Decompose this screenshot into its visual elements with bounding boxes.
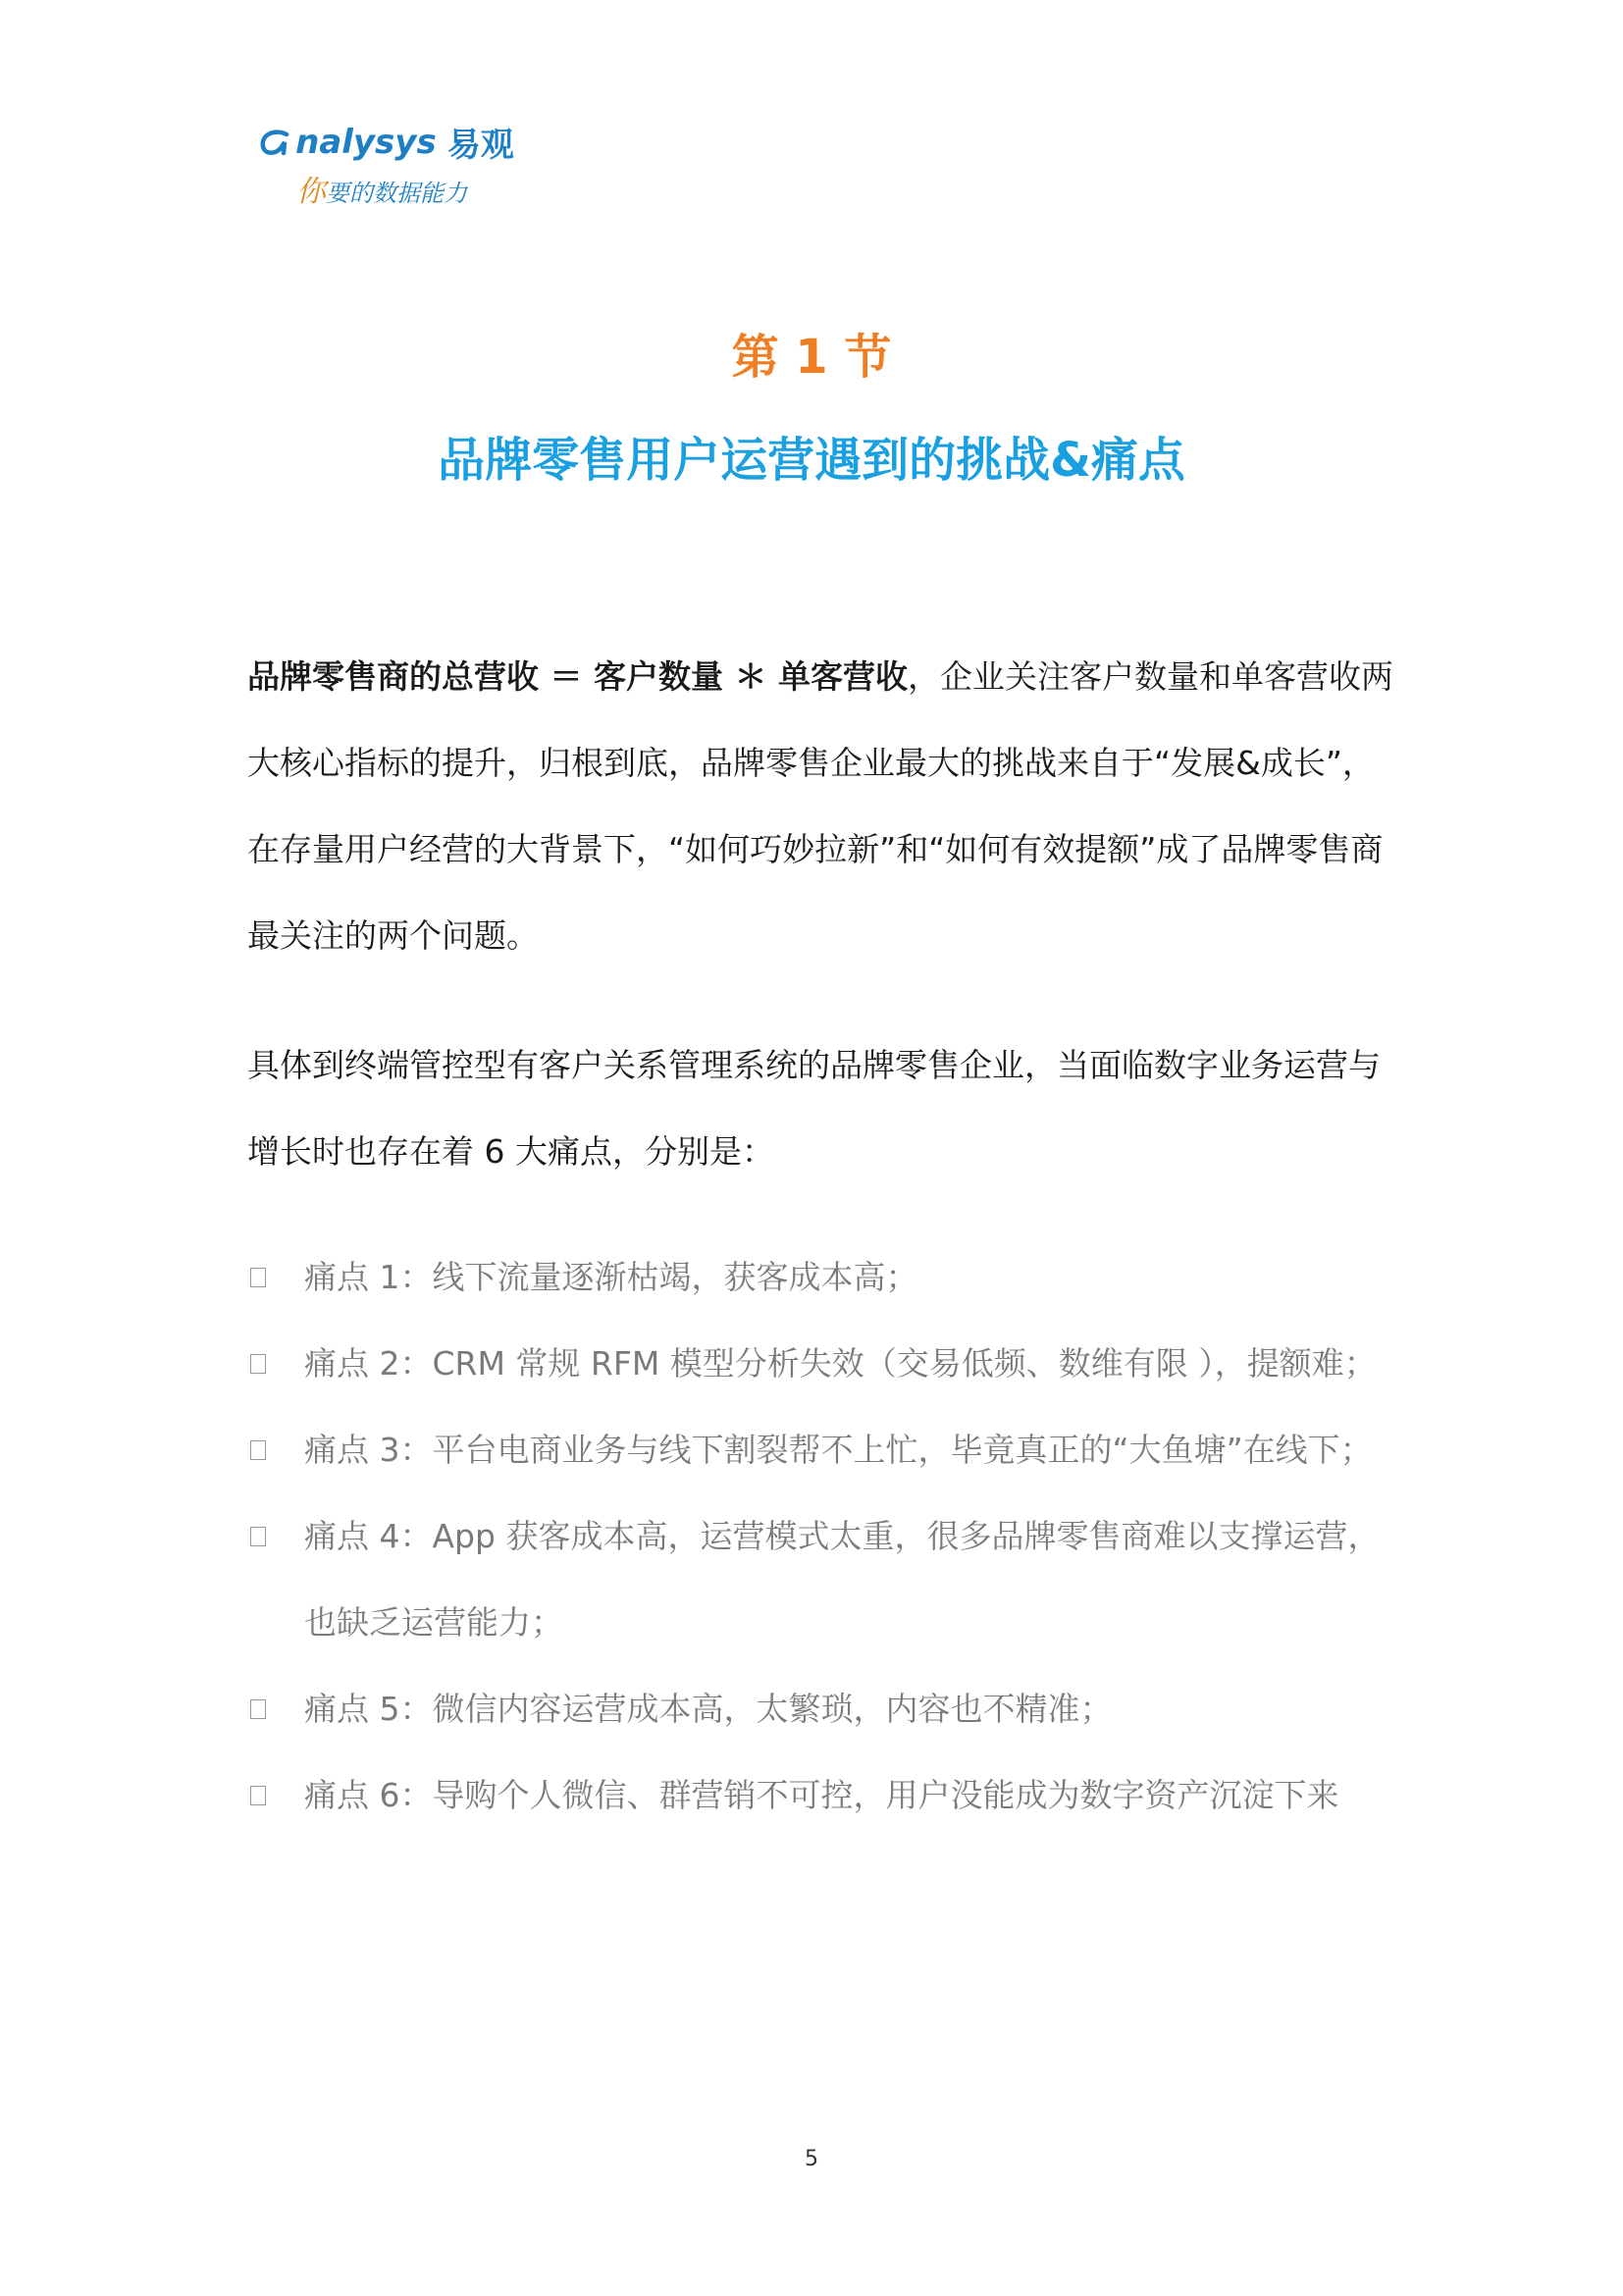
logo-line — [257, 118, 514, 169]
logo-tagline-rest: 要的数据能力 — [326, 180, 467, 207]
pain-point-text: 痛点 1：线下流量逐渐枯竭，获客成本高； — [304, 1258, 918, 1296]
logo-tagline-first-char: 你 — [296, 175, 326, 209]
page-number: 5 — [805, 2147, 818, 2171]
pain-point-text: 痛点 2：CRM 常规 RFM 模型分析失效（交易低频、数维有限 ），提额难； — [304, 1344, 1377, 1383]
empty-box-icon — [250, 1354, 266, 1374]
section-title: 品牌零售用户运营遇到的挑战&痛点 — [438, 433, 1185, 488]
section-number: 第 1 节 — [731, 330, 892, 385]
analysys-logo — [257, 118, 514, 209]
pain-point-text: 痛点 6：导购个人微信、群营销不可控，用户没能成为数字资产沉淀下来 — [304, 1776, 1339, 1814]
intro-paragraph-text: ，企业关注客户数量和单客营收两大核心指标的提升，归根到底，品牌零售企业最大的挑战来自于“发展&成长”，在存量用户经营的大背景下，“如何巧妙拉新”和“如何有效提额”成了品牌零售商最关注的两个问题。 — [247, 657, 1393, 955]
list-item — [247, 1321, 1405, 1407]
empty-box-icon — [250, 1440, 266, 1460]
list-item — [247, 1666, 1405, 1752]
list-item — [247, 1407, 1405, 1493]
list-item — [247, 1234, 1405, 1321]
list-item — [247, 1752, 1405, 1839]
analysys-swoosh-icon — [257, 125, 296, 160]
pain-point-text: 痛点 3：平台电商业务与线下割裂帮不上忙，毕竟真正的“大鱼塘”在线下； — [304, 1431, 1373, 1469]
pain-intro-paragraph — [247, 1022, 1395, 1195]
pain-point-text: 痛点 5：微信内容运营成本高，太繁琐，内容也不精准； — [304, 1690, 1113, 1728]
logo-tagline — [296, 167, 467, 210]
logo-wordmark: nalysys — [295, 122, 437, 162]
empty-box-icon — [250, 1268, 266, 1287]
list-item — [247, 1493, 1405, 1666]
empty-box-icon — [250, 1699, 266, 1719]
intro-paragraph — [247, 634, 1395, 979]
pain-intro-text: 具体到终端管控型有客户关系管理系统的品牌零售企业，当面临数字业务运营与增长时也存在着 6 大痛点，分别是： — [247, 1046, 1381, 1171]
empty-box-icon — [250, 1786, 266, 1805]
empty-box-icon — [250, 1527, 266, 1546]
logo-chinese-name: 易观 — [446, 126, 514, 165]
pain-point-list — [247, 1234, 1405, 1839]
revenue-formula: 品牌零售商的总营收 ＝ 客户数量 ＊ 单客营收 — [247, 657, 908, 696]
pain-point-text: 痛点 4：App 获客成本高，运营模式太重，很多品牌零售商难以支撑运营，也缺乏运营能力； — [304, 1517, 1381, 1642]
